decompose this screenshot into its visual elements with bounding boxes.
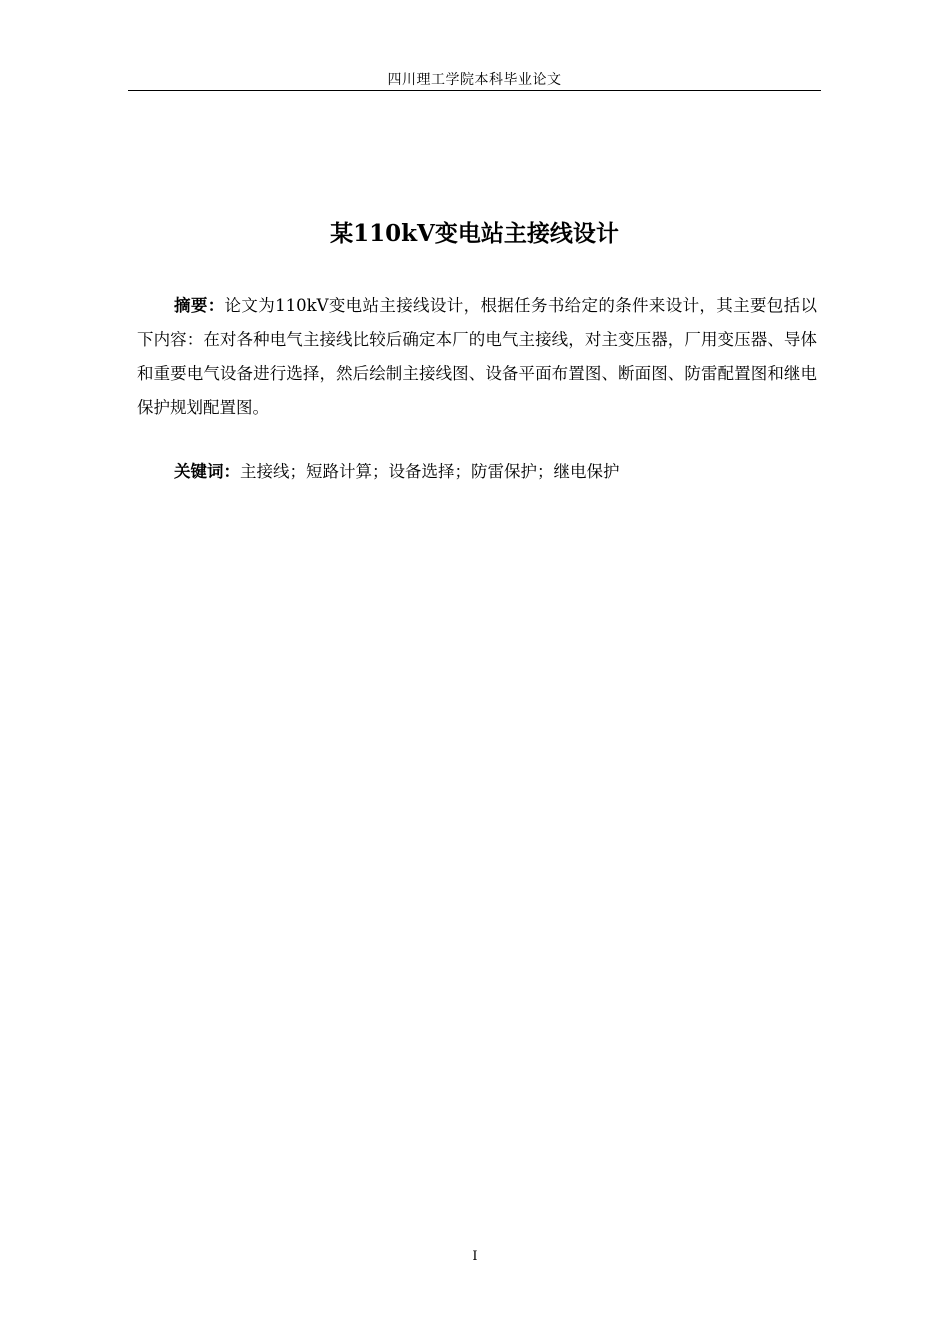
abstract-text: 论文为110kV变电站主接线设计，根据任务书给定的条件来设计，其主要包括以下内容：在对各种电气主接线比较后确定本厂的电气主接线，对主变压器，厂用变压器、导体和重要电气设备进行选择，然后绘制主接线图、设备平面布置图、断面图、防雷配置图和继电保护规划配置图。 [137, 296, 817, 417]
page-title: 某110kV变电站主接线设计 [330, 220, 619, 247]
running-header: 四川理工学院本科毕业论文 [387, 72, 562, 88]
keywords-label: 关键词： [174, 462, 240, 481]
page-number: I [472, 1249, 478, 1264]
abstract-paragraph [137, 289, 817, 425]
header-divider [128, 90, 821, 91]
keywords-paragraph [137, 455, 817, 489]
abstract-label: 摘要： [174, 296, 225, 315]
keywords-text: 主接线；短路计算；设备选择；防雷保护；继电保护 [240, 462, 620, 481]
